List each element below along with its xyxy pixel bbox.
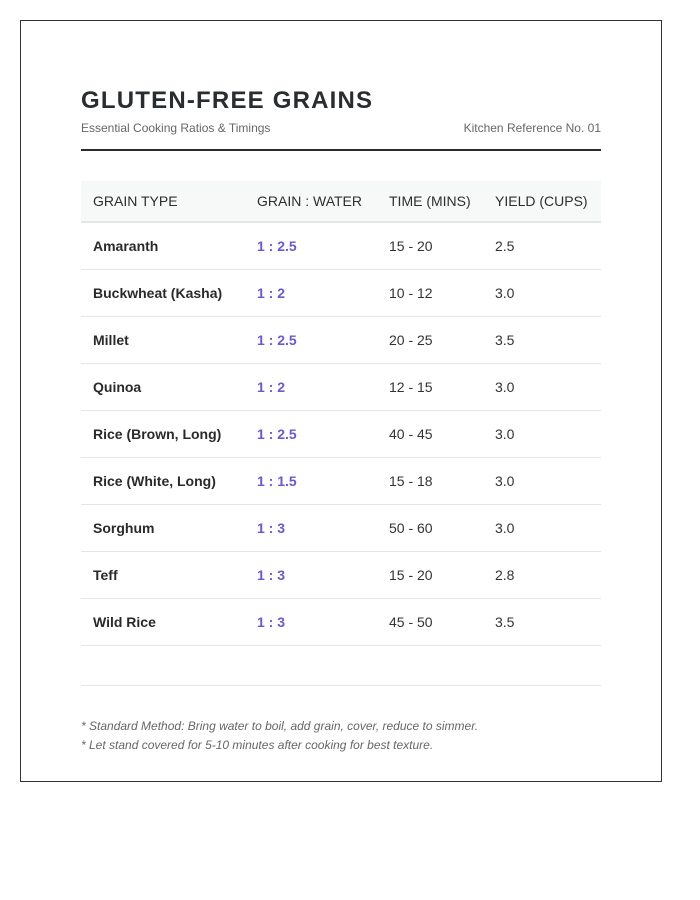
yield-cups: 3.5 (483, 599, 601, 646)
grain-water-ratio: 1 : 2 (245, 364, 377, 411)
yield-cups: 2.5 (483, 222, 601, 270)
grain-name: Amaranth (81, 222, 245, 270)
footnote-method: * Standard Method: Bring water to boil, add grain, cover, reduce to simmer. (81, 719, 479, 733)
page-title: GLUTEN-FREE GRAINS (81, 87, 374, 114)
subtitle-row (81, 121, 601, 135)
cook-time: 40 - 45 (377, 411, 483, 458)
grain-water-ratio: 1 : 2.5 (245, 222, 377, 270)
yield-cups: 3.0 (483, 505, 601, 552)
header-divider (81, 149, 601, 151)
footnote-rest: * Let stand covered for 5-10 minutes after cooking for best texture. (81, 738, 434, 752)
column-header-ratio: GRAIN : WATER (245, 181, 377, 222)
subtitle: Essential Cooking Ratios & Timings (81, 121, 271, 135)
yield-cups: 3.0 (483, 411, 601, 458)
grain-name: Sorghum (81, 505, 245, 552)
column-header-yield: YIELD (CUPS) (483, 181, 601, 222)
grain-name: Wild Rice (81, 599, 245, 646)
cook-time: 12 - 15 (377, 364, 483, 411)
yield-cups: 2.8 (483, 552, 601, 599)
yield-cups: 3.0 (483, 364, 601, 411)
cook-time: 15 - 20 (377, 552, 483, 599)
yield-cups: 3.0 (483, 270, 601, 317)
grain-water-ratio: 1 : 2.5 (245, 317, 377, 364)
table-row (81, 599, 601, 646)
grain-water-ratio: 1 : 3 (245, 599, 377, 646)
grain-water-ratio: 1 : 2.5 (245, 411, 377, 458)
grain-name: Rice (White, Long) (81, 458, 245, 505)
column-header-grain-type: GRAIN TYPE (81, 181, 245, 222)
grain-water-ratio: 1 : 1.5 (245, 458, 377, 505)
table-row (81, 222, 601, 270)
cook-time: 15 - 20 (377, 222, 483, 270)
table-row (81, 317, 601, 364)
grain-name: Quinoa (81, 364, 245, 411)
footer-divider (81, 685, 601, 686)
cook-time: 50 - 60 (377, 505, 483, 552)
yield-cups: 3.5 (483, 317, 601, 364)
grain-water-ratio: 1 : 2 (245, 270, 377, 317)
grain-name: Millet (81, 317, 245, 364)
cook-time: 45 - 50 (377, 599, 483, 646)
table-header-row (81, 181, 601, 222)
cook-time: 10 - 12 (377, 270, 483, 317)
table-row (81, 270, 601, 317)
table-row (81, 411, 601, 458)
reference-number: Kitchen Reference No. 01 (463, 121, 601, 135)
cook-time: 15 - 18 (377, 458, 483, 505)
footnotes (81, 719, 601, 757)
table-row (81, 364, 601, 411)
grain-name: Rice (Brown, Long) (81, 411, 245, 458)
reference-sheet (20, 20, 662, 782)
grain-water-ratio: 1 : 3 (245, 505, 377, 552)
table-row (81, 505, 601, 552)
table-row (81, 552, 601, 599)
grain-water-ratio: 1 : 3 (245, 552, 377, 599)
table-row (81, 458, 601, 505)
grain-name: Buckwheat (Kasha) (81, 270, 245, 317)
grains-table (81, 181, 601, 646)
column-header-time: TIME (MINS) (377, 181, 483, 222)
grain-name: Teff (81, 552, 245, 599)
cook-time: 20 - 25 (377, 317, 483, 364)
yield-cups: 3.0 (483, 458, 601, 505)
